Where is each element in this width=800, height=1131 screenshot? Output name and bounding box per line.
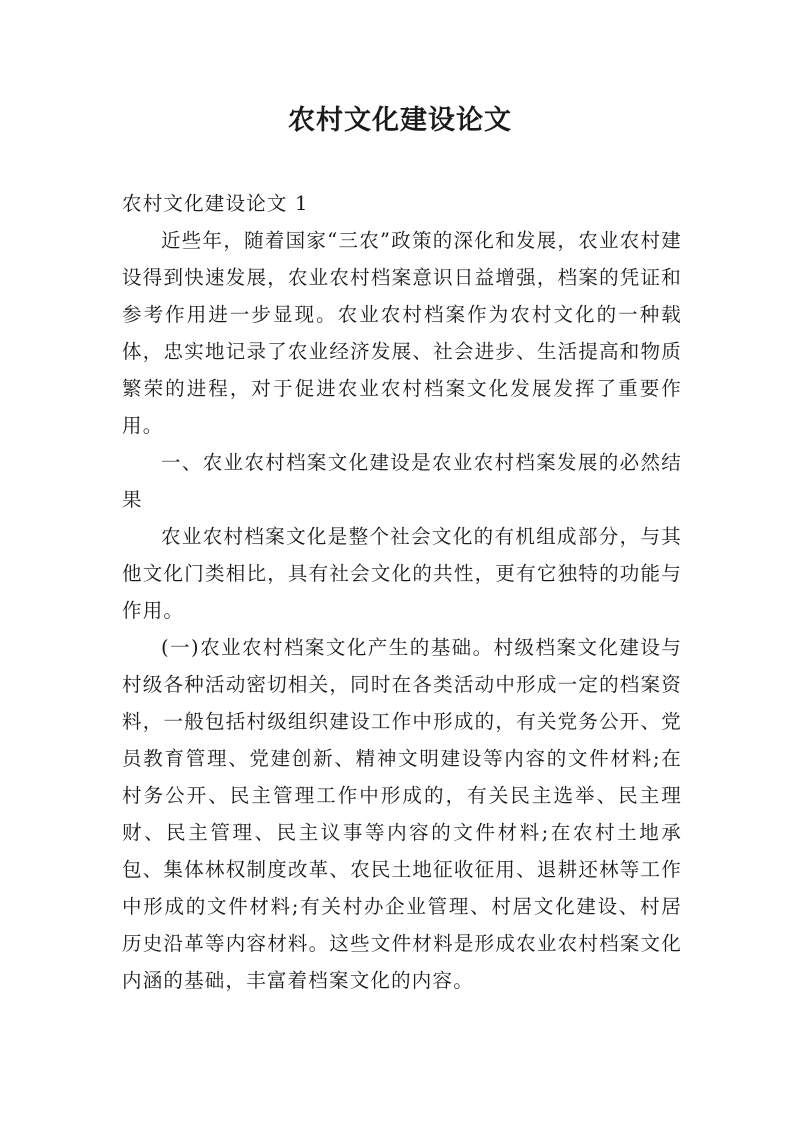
section-heading-paragraph: 一、农业农村档案文化建设是农业农村档案发展的必然结果 <box>122 451 682 511</box>
paragraph: 农业农村档案文化是整个社会文化的有机组成部分，与其他文化门类相比，具有社会文化的共性，更有它独特的功能与作用。 <box>122 525 682 622</box>
paragraph: 近些年，随着国家“三农”政策的深化和发展，农业农村建设得到快速发展，农业农村档案意识日益增强，档案的凭证和参考作用进一步显现。农业农村档案作为农村文化的一种载体，忠实地记录了农业经济发展、社会进步、生活提高和物质繁荣的进程，对于促进农业农村档案文化发展发挥了重要作用。 <box>122 229 682 437</box>
document-title: 农村文化建设论文 <box>288 105 512 136</box>
paragraph: (一)农业农村档案文化产生的基础。村级档案文化建设与村级各种活动密切相关，同时在各类活动中形成一定的档案资料，一般包括村级组织建设工作中形成的，有关党务公开、党员教育管理、党建创新、精神文明建设等内容的文件材料;在村务公开、民主管理工作中形成的，有关民主选举、民主理财、民主管理、民主议事等内容的文件材料;在农村土地承包、集体林权制度改革、农民土地征收征用、退耕还林等工作中形成的文件材料;有关村办企业管理、村居文化建设、村居历史沿革等内容材料。这些文件材料是形成农业农村档案文化内涵的基础，丰富着档案文化的内容。 <box>122 636 682 992</box>
section-subheading: 农村文化建设论文 1 <box>122 192 309 215</box>
document-body <box>122 185 682 999</box>
